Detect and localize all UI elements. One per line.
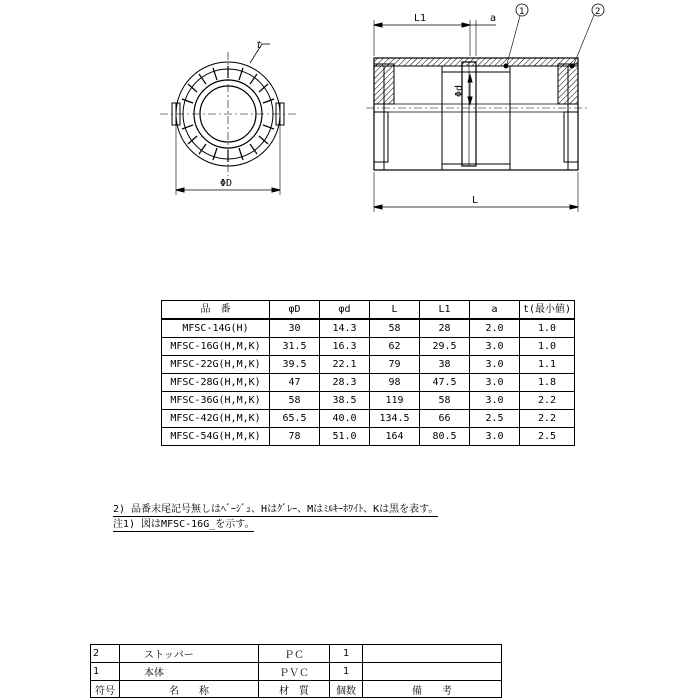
header-name: 名 称 bbox=[120, 681, 259, 698]
cell-inner-diameter: 22.1 bbox=[320, 356, 370, 374]
cell-a: 2.5 bbox=[470, 410, 520, 428]
cell-part-number: MFSC-16G(H,M,K) bbox=[162, 338, 270, 356]
cell-inner-diameter: 16.3 bbox=[320, 338, 370, 356]
header-symbol: 符号 bbox=[91, 681, 120, 698]
cell-length: 98 bbox=[370, 374, 420, 392]
part-name-cell: ストッパー bbox=[120, 645, 259, 663]
cell-part-number: MFSC-54G(H,M,K) bbox=[162, 428, 270, 446]
header-quantity: 個数 bbox=[330, 681, 363, 698]
cell-length-1: 47.5 bbox=[420, 374, 470, 392]
cell-length-1: 58 bbox=[420, 392, 470, 410]
spec-table bbox=[161, 300, 575, 446]
cell-a: 2.0 bbox=[470, 319, 520, 338]
cell-part-number: MFSC-42G(H,M,K) bbox=[162, 410, 270, 428]
cell-outer-diameter: 30 bbox=[270, 319, 320, 338]
cell-length-1: 80.5 bbox=[420, 428, 470, 446]
part-name-cell: 本体 bbox=[120, 663, 259, 681]
cell-thickness: 1.1 bbox=[520, 356, 575, 374]
cell-length: 58 bbox=[370, 319, 420, 338]
cell-thickness: 1.0 bbox=[520, 338, 575, 356]
header-length: L bbox=[370, 301, 420, 320]
spec-table-header bbox=[162, 301, 575, 320]
cell-thickness: 1.0 bbox=[520, 319, 575, 338]
table-row bbox=[162, 319, 575, 338]
cell-a: 3.0 bbox=[470, 428, 520, 446]
header-a: a bbox=[470, 301, 520, 320]
callout-2-label: 2 bbox=[595, 7, 601, 17]
table-row bbox=[162, 428, 575, 446]
cell-length: 62 bbox=[370, 338, 420, 356]
table-row bbox=[162, 338, 575, 356]
part-remarks-cell bbox=[363, 645, 502, 663]
figure-note: 注1) 図はMFSC-16G_を示す。 bbox=[113, 519, 255, 530]
dim-L1-label: L1 bbox=[414, 13, 427, 24]
cell-part-number: MFSC-14G(H) bbox=[162, 319, 270, 338]
header-thickness-min: t(最小値) bbox=[520, 301, 575, 320]
cell-inner-diameter: 51.0 bbox=[320, 428, 370, 446]
cell-a: 3.0 bbox=[470, 392, 520, 410]
color-suffix-note: 2) 品番末尾記号無しはﾍﾞｰｼﾞｭ、Hはｸﾞﾚｰ、Mはﾐﾙｷｰﾎﾜｲﾄ、Kは黒を表す。 bbox=[113, 504, 439, 515]
side-view bbox=[366, 4, 604, 212]
cell-outer-diameter: 47 bbox=[270, 374, 320, 392]
part-remarks-cell bbox=[363, 663, 502, 681]
cell-length: 119 bbox=[370, 392, 420, 410]
header-remarks: 備 考 bbox=[363, 681, 502, 698]
cell-outer-diameter: 65.5 bbox=[270, 410, 320, 428]
header-material: 材 質 bbox=[259, 681, 330, 698]
dim-a-label: a bbox=[490, 13, 497, 24]
cell-outer-diameter: 31.5 bbox=[270, 338, 320, 356]
dim-L-label: L bbox=[472, 195, 479, 206]
cell-length: 164 bbox=[370, 428, 420, 446]
header-length-1: L1 bbox=[420, 301, 470, 320]
cell-length: 134.5 bbox=[370, 410, 420, 428]
technical-drawing bbox=[0, 0, 700, 300]
parts-row bbox=[91, 663, 502, 681]
header-inner-diameter: φd bbox=[320, 301, 370, 320]
parts-row bbox=[91, 645, 502, 663]
table-row bbox=[162, 410, 575, 428]
part-number-cell: 2 bbox=[91, 645, 120, 663]
parts-header-row bbox=[91, 681, 502, 698]
part-number-cell: 1 bbox=[91, 663, 120, 681]
cell-a: 3.0 bbox=[470, 374, 520, 392]
table-row bbox=[162, 356, 575, 374]
part-material-cell: ＰＶＣ bbox=[259, 663, 330, 681]
cell-thickness: 2.2 bbox=[520, 410, 575, 428]
dim-t-label: t bbox=[256, 40, 263, 51]
header-part-number: 品 番 bbox=[162, 301, 270, 320]
table-row bbox=[162, 392, 575, 410]
cell-outer-diameter: 78 bbox=[270, 428, 320, 446]
cell-part-number: MFSC-28G(H,M,K) bbox=[162, 374, 270, 392]
cell-length: 79 bbox=[370, 356, 420, 374]
dim-phi-d-label: Φd bbox=[454, 84, 465, 97]
parts-list-table bbox=[90, 644, 502, 698]
callout-1-label: 1 bbox=[519, 7, 525, 17]
cell-a: 3.0 bbox=[470, 356, 520, 374]
cell-inner-diameter: 38.5 bbox=[320, 392, 370, 410]
cell-inner-diameter: 28.3 bbox=[320, 374, 370, 392]
cell-thickness: 2.2 bbox=[520, 392, 575, 410]
cell-a: 3.0 bbox=[470, 338, 520, 356]
part-material-cell: ＰＣ bbox=[259, 645, 330, 663]
cell-length-1: 28 bbox=[420, 319, 470, 338]
part-quantity-cell: 1 bbox=[330, 645, 363, 663]
header-outer-diameter: φD bbox=[270, 301, 320, 320]
cell-inner-diameter: 40.0 bbox=[320, 410, 370, 428]
part-quantity-cell: 1 bbox=[330, 663, 363, 681]
cell-part-number: MFSC-22G(H,M,K) bbox=[162, 356, 270, 374]
cell-part-number: MFSC-36G(H,M,K) bbox=[162, 392, 270, 410]
cell-thickness: 2.5 bbox=[520, 428, 575, 446]
front-view bbox=[160, 44, 296, 195]
cell-length-1: 66 bbox=[420, 410, 470, 428]
table-row bbox=[162, 374, 575, 392]
cell-thickness: 1.8 bbox=[520, 374, 575, 392]
cell-length-1: 29.5 bbox=[420, 338, 470, 356]
cell-inner-diameter: 14.3 bbox=[320, 319, 370, 338]
dim-phi-D-label: ΦD bbox=[220, 178, 233, 189]
cell-outer-diameter: 58 bbox=[270, 392, 320, 410]
cell-outer-diameter: 39.5 bbox=[270, 356, 320, 374]
cell-length-1: 38 bbox=[420, 356, 470, 374]
